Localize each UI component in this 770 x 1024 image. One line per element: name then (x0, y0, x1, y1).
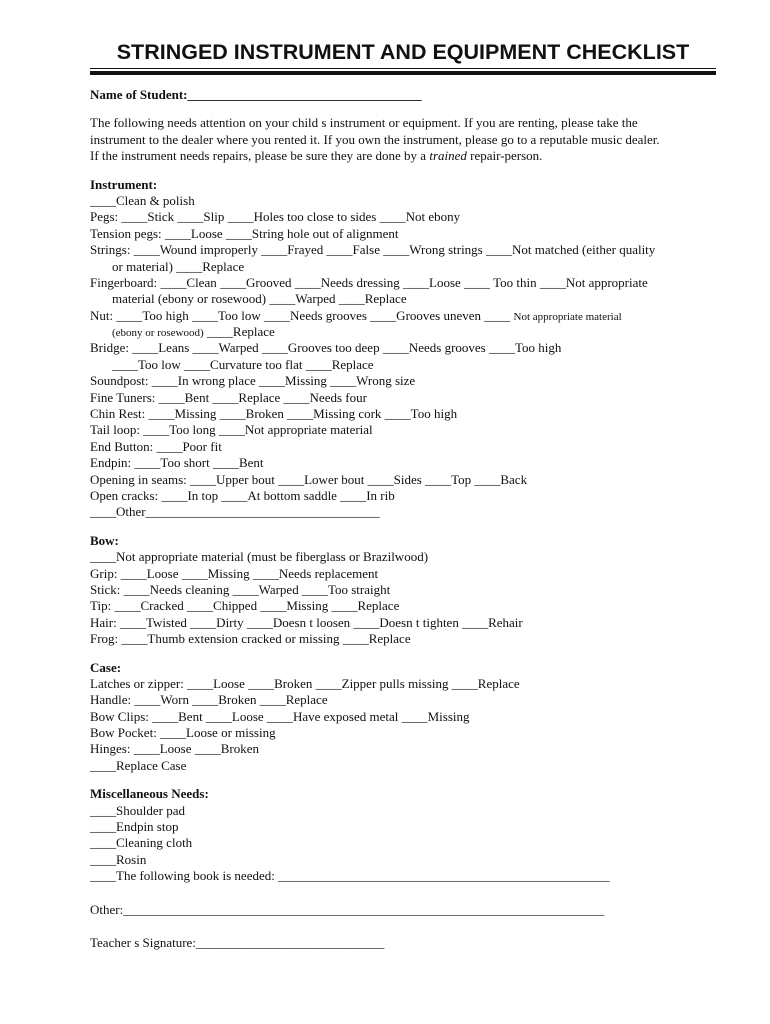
instrument-item[interactable]: Strings: ____Wound improperly ____Frayed ____False ____Wrong strings ____Not matched (either quality (90, 242, 656, 258)
bow-heading: Bow: (90, 532, 119, 548)
bow-item[interactable]: Tip: ____Cracked ____Chipped ____Missing ____Replace (90, 598, 400, 614)
intro-line-2: instrument to the dealer where you rented it. If you own the instrument, please go to a reputable music dealer. (90, 131, 660, 147)
intro-line-1: The following needs attention on your child s instrument or equipment. If you are renting, please take the (90, 115, 638, 131)
instrument-item[interactable]: ____Clean & polish (90, 192, 195, 208)
case-item[interactable]: Bow Clips: ____Bent ____Loose ____Have exposed metal ____Missing (90, 708, 470, 724)
instrument-item[interactable]: Endpin: ____Too short ____Bent (90, 455, 264, 471)
teacher-signature-field[interactable]: Teacher s Signature:_____________________________ (90, 934, 385, 950)
case-item[interactable]: Handle: ____Worn ____Broken ____Replace (90, 692, 328, 708)
intro-emphasis: trained (429, 148, 467, 164)
other-field[interactable]: Other:__________________________________________________________________________ (90, 901, 605, 917)
instrument-item[interactable]: ____Other____________________________________ (90, 504, 380, 520)
page-title: STRINGED INSTRUMENT AND EQUIPMENT CHECKLIST (116, 40, 690, 64)
bow-item[interactable]: ____Not appropriate material (must be fiberglass or Brazilwood) (90, 549, 429, 565)
instrument-item[interactable]: Fingerboard: ____Clean ____Grooved ____Needs dressing ____Loose ____ Too thin ____Not appropriate (90, 274, 648, 290)
case-heading: Case: (90, 659, 122, 675)
instrument-item[interactable]: Open cracks: ____In top ____At bottom saddle ____In rib (90, 487, 395, 503)
misc-heading: Miscellaneous Needs: (90, 786, 209, 802)
bow-item[interactable]: Hair: ____Twisted ____Dirty ____Doesn t loosen ____Doesn t tighten ____Rehair (90, 614, 523, 630)
instrument-item[interactable]: or material) ____Replace (112, 258, 245, 274)
instrument-item[interactable]: Soundpost: ____In wrong place ____Missing ____Wrong size (90, 373, 416, 389)
title-rule-thick (90, 71, 716, 75)
instrument-item[interactable]: Fine Tuners: ____Bent ____Replace ____Needs four (90, 389, 367, 405)
bow-item[interactable]: Frog: ____Thumb extension cracked or missing ____Replace (90, 631, 411, 647)
misc-item[interactable]: ____Shoulder pad (90, 802, 185, 818)
instrument-item[interactable]: End Button: ____Poor fit (90, 438, 222, 454)
instrument-item[interactable]: material (ebony or rosewood) ____Warped ____Replace (112, 291, 407, 307)
misc-item[interactable]: ____Cleaning cloth (90, 835, 193, 851)
misc-item[interactable]: ____Rosin (90, 851, 147, 867)
checklist-content (90, 87, 720, 951)
case-item[interactable]: Latches or zipper: ____Loose ____Broken ____Zipper pulls missing ____Replace (90, 675, 520, 691)
misc-item[interactable]: ____Endpin stop (90, 819, 179, 835)
bow-item[interactable]: Stick: ____Needs cleaning ____Warped ____Too straight (90, 581, 391, 597)
instrument-item[interactable]: Bridge: ____Leans ____Warped ____Grooves too deep ____Needs grooves ____Too high (90, 340, 562, 356)
case-item[interactable]: ____Replace Case (90, 757, 187, 773)
instrument-item[interactable]: Nut: ____Too high ____Too low ____Needs grooves ____Grooves uneven ____ Not appropriate material (90, 307, 622, 323)
instrument-item[interactable]: (ebony or rosewood) ____Replace (112, 324, 275, 340)
case-item[interactable]: Bow Pocket: ____Loose or missing (90, 725, 276, 741)
instrument-heading: Instrument: (90, 176, 158, 192)
case-item[interactable]: Hinges: ____Loose ____Broken (90, 741, 259, 757)
title-rule-thin (90, 68, 716, 69)
instrument-item[interactable]: Tension pegs: ____Loose ____String hole out of alignment (90, 225, 399, 241)
instrument-item[interactable]: ____Too low ____Curvature too flat ____Replace (112, 356, 374, 372)
instrument-item[interactable]: Tail loop: ____Too long ____Not appropriate material (90, 422, 373, 438)
bow-item[interactable]: Grip: ____Loose ____Missing ____Needs replacement (90, 565, 379, 581)
instrument-item[interactable]: Opening in seams: ____Upper bout ____Lower bout ____Sides ____Top ____Back (90, 471, 528, 487)
misc-item[interactable]: ____The following book is needed: ___________________________________________________ (90, 868, 610, 884)
student-name-field[interactable]: Name of Student:____________________________________ (90, 87, 422, 102)
instrument-item[interactable]: Chin Rest: ____Missing ____Broken ____Missing cork ____Too high (90, 406, 458, 422)
intro-line-3: If the instrument needs repairs, please be sure they are done by a trained repair-person. (90, 148, 543, 164)
instrument-item[interactable]: Pegs: ____Stick ____Slip ____Holes too close to sides ____Not ebony (90, 209, 461, 225)
